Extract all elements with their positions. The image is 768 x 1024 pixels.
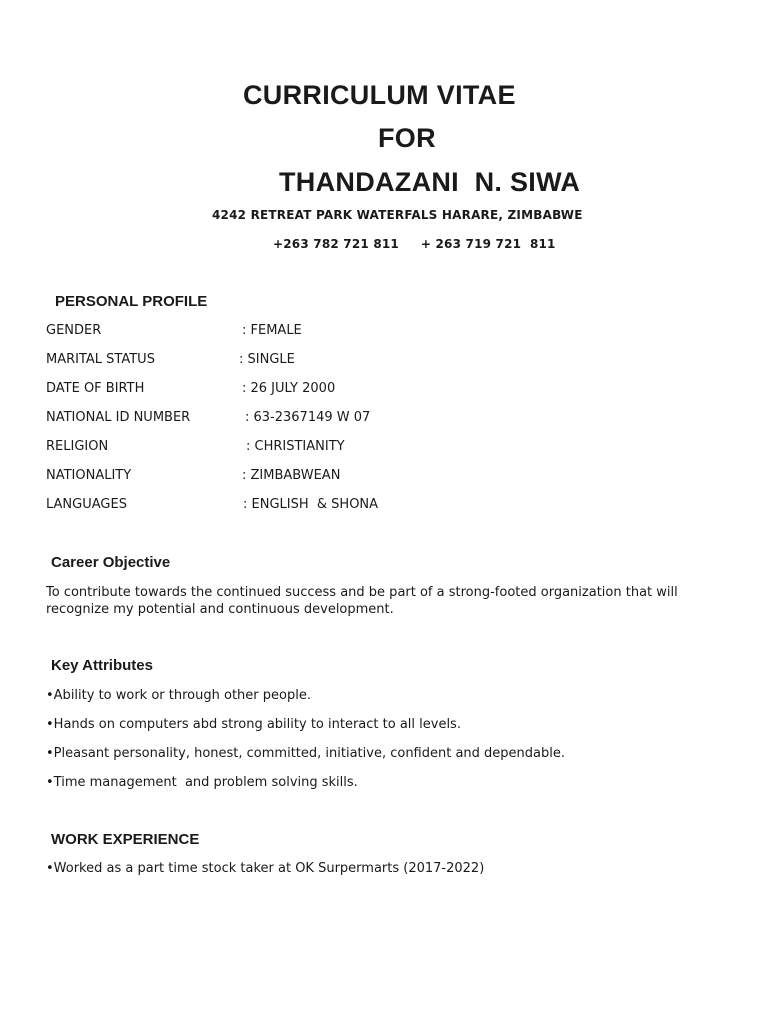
profile-label-gender: GENDER: [46, 323, 102, 338]
candidate-name: THANDAZANI N. SIWA: [279, 167, 581, 197]
profile-label-languages: LANGUAGES: [46, 497, 127, 512]
experience-item: •Worked as a part time stock taker at OK Surpermarts (2017-2022): [46, 861, 485, 876]
profile-label-nationality: NATIONALITY: [46, 468, 132, 483]
title-line-1: CURRICULUM VITAE: [243, 80, 516, 110]
attribute-item: •Pleasant personality, honest, committed, initiative, confident and dependable.: [46, 746, 566, 761]
profile-value-marital-status: : SINGLE: [239, 352, 295, 367]
profile-label-religion: RELIGION: [46, 439, 109, 454]
profile-value-religion: : CHRISTIANITY: [246, 439, 345, 454]
profile-label-marital-status: MARITAL STATUS: [46, 352, 155, 367]
profile-value-nationality: : ZIMBABWEAN: [242, 468, 341, 483]
phone-numbers: +263 782 721 811 + 263 719 721 811: [273, 237, 556, 251]
attribute-item: •Time management and problem solving skills.: [46, 775, 358, 790]
profile-label-date-of-birth: DATE OF BIRTH: [46, 381, 145, 396]
title-line-2: FOR: [378, 123, 436, 153]
profile-label-national-id: NATIONAL ID NUMBER: [46, 410, 191, 425]
attribute-item: •Hands on computers abd strong ability to interact to all levels.: [46, 717, 461, 732]
career-objective-text: To contribute towards the continued success and be part of a strong-footed organization that will recognize my potential and continuous development.: [46, 585, 678, 617]
profile-value-languages: : ENGLISH & SHONA: [243, 497, 379, 512]
profile-value-date-of-birth: : 26 JULY 2000: [242, 381, 336, 396]
attribute-item: •Ability to work or through other people.: [46, 688, 311, 703]
address: 4242 RETREAT PARK WATERFALS HARARE, ZIMBABWE: [212, 208, 583, 222]
profile-value-national-id: : 63-2367149 W 07: [245, 410, 371, 425]
personal-profile-heading: PERSONAL PROFILE: [55, 293, 208, 310]
key-attributes-heading: Key Attributes: [51, 657, 153, 674]
work-experience-heading: WORK EXPERIENCE: [51, 831, 200, 848]
profile-value-gender: : FEMALE: [242, 323, 302, 338]
career-objective-heading: Career Objective: [51, 554, 171, 571]
